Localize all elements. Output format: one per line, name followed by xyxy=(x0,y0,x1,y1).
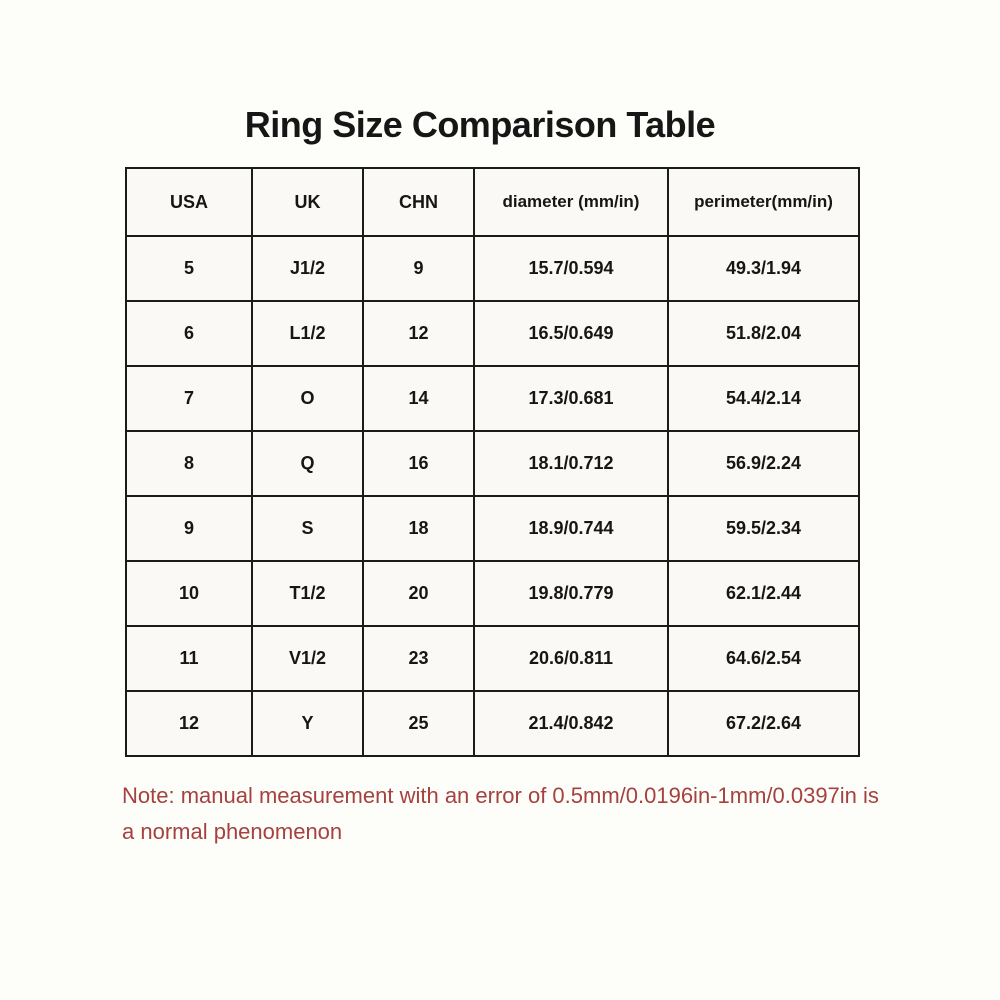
table-cell: 64.6/2.54 xyxy=(668,626,859,691)
table-cell: O xyxy=(252,366,363,431)
table-cell: 9 xyxy=(363,236,474,301)
note-text: Note: manual measurement with an error of 0.5mm/0.0196in-1mm/0.0397in is a normal phenomenon xyxy=(122,783,879,845)
table-cell: 67.2/2.64 xyxy=(668,691,859,756)
table-row xyxy=(126,301,859,366)
table-cell: 9 xyxy=(126,496,252,561)
table-cell: Y xyxy=(252,691,363,756)
table-cell: 62.1/2.44 xyxy=(668,561,859,626)
column-header: USA xyxy=(126,168,252,236)
column-header: UK xyxy=(252,168,363,236)
table-cell: 8 xyxy=(126,431,252,496)
page-title: Ring Size Comparison Table xyxy=(244,104,716,145)
table-cell: 20.6/0.811 xyxy=(474,626,668,691)
table-cell: 12 xyxy=(363,301,474,366)
table-cell: J1/2 xyxy=(252,236,363,301)
column-header: diameter (mm/in) xyxy=(474,168,668,236)
column-header: CHN xyxy=(363,168,474,236)
table-cell: 51.8/2.04 xyxy=(668,301,859,366)
table-cell: 56.9/2.24 xyxy=(668,431,859,496)
table-cell: 10 xyxy=(126,561,252,626)
table-cell: Q xyxy=(252,431,363,496)
table-header xyxy=(126,168,859,236)
table-cell: T1/2 xyxy=(252,561,363,626)
table-cell: 11 xyxy=(126,626,252,691)
table-cell: V1/2 xyxy=(252,626,363,691)
table-cell: 16.5/0.649 xyxy=(474,301,668,366)
table-cell: S xyxy=(252,496,363,561)
table-cell: 15.7/0.594 xyxy=(474,236,668,301)
table-cell: 6 xyxy=(126,301,252,366)
table-cell: 18 xyxy=(363,496,474,561)
table-cell: 19.8/0.779 xyxy=(474,561,668,626)
table-row xyxy=(126,561,859,626)
table-cell: 18.1/0.712 xyxy=(474,431,668,496)
table-cell: 17.3/0.681 xyxy=(474,366,668,431)
table-row xyxy=(126,496,859,561)
ring-size-table xyxy=(125,167,860,757)
table-cell: L1/2 xyxy=(252,301,363,366)
table-cell: 20 xyxy=(363,561,474,626)
table-cell: 12 xyxy=(126,691,252,756)
table-row xyxy=(126,236,859,301)
column-header: perimeter(mm/in) xyxy=(668,168,859,236)
header-row xyxy=(126,168,859,236)
table-cell: 18.9/0.744 xyxy=(474,496,668,561)
table-cell: 23 xyxy=(363,626,474,691)
table-row xyxy=(126,366,859,431)
table-row xyxy=(126,626,859,691)
table-cell: 14 xyxy=(363,366,474,431)
table-cell: 5 xyxy=(126,236,252,301)
table-cell: 59.5/2.34 xyxy=(668,496,859,561)
table-cell: 54.4/2.14 xyxy=(668,366,859,431)
table-cell: 21.4/0.842 xyxy=(474,691,668,756)
table-cell: 16 xyxy=(363,431,474,496)
table-row xyxy=(126,431,859,496)
table-row xyxy=(126,691,859,756)
table-cell: 25 xyxy=(363,691,474,756)
table-body xyxy=(126,236,859,756)
table-cell: 49.3/1.94 xyxy=(668,236,859,301)
table-cell: 7 xyxy=(126,366,252,431)
